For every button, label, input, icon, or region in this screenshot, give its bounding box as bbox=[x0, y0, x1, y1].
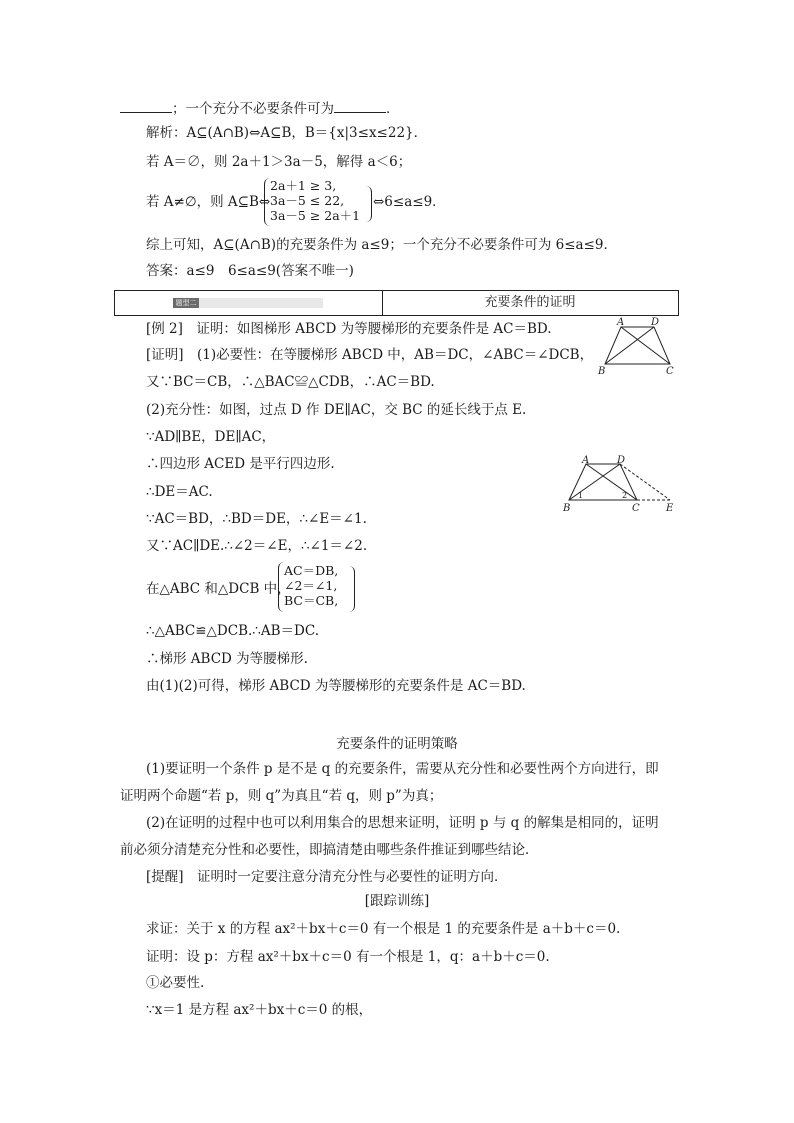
fill-line: ；一个充分不必要条件可为 ． bbox=[120, 100, 400, 118]
right-bracket bbox=[365, 186, 372, 222]
strategy-p2-cont: 前必须分清楚充分性和必要性，即搞清楚由哪些条件推证到哪些结论． bbox=[120, 842, 539, 858]
figure1-label: C bbox=[666, 366, 674, 377]
triangle-compare-pre: 在△ABC 和△DCB 中， bbox=[146, 581, 291, 597]
right-bracket bbox=[348, 566, 355, 612]
figure2-label: C bbox=[632, 503, 640, 514]
strategy-p1-cont: 证明两个命题“若 p，则 q”为真且“若 q，则 p”为真； bbox=[120, 788, 443, 804]
figure2-label: B bbox=[563, 503, 571, 514]
proof-line: ∵AC＝BD，∴BD＝DE，∴∠E＝∠1. bbox=[146, 511, 367, 527]
proof-sufficiency: (2)充分性：如图，过点 D 作 DE∥AC，交 BC 的延长线于点 E. bbox=[146, 402, 527, 418]
question-text: ；一个充分不必要条件可为 bbox=[172, 101, 334, 117]
proof-line: ∴△ABC≌△DCB.∴AB＝DC. bbox=[146, 623, 320, 639]
tip-line: [提醒] 证明时一定要注意分清充分性与必要性的证明方向． bbox=[146, 869, 508, 885]
case-nonempty-post: ⇔6≤a≤9． bbox=[373, 194, 446, 210]
answer-blank-1 bbox=[120, 100, 172, 113]
angle-label: 2 bbox=[622, 491, 628, 500]
strategy-p1: (1)要证明一个条件 p 是不是 q 的充要条件，需要从充分性和必要性两个方向进行，即 bbox=[146, 761, 659, 777]
trapezoid-figure bbox=[596, 316, 676, 378]
training-question: 求证：关于 x 的方程 ax²＋bx＋c＝0 有一个根是 1 的充要条件是 a＋b＋c＝0. bbox=[146, 921, 621, 937]
strategy-p2: (2)在证明的过程中也可以利用集合的思想来证明，证明 p 与 q 的解集是相同的，证明 bbox=[146, 815, 659, 831]
proof-line: ∴梯形 ABCD 为等腰梯形. bbox=[146, 651, 308, 667]
section-title: 充要条件的证明 bbox=[484, 295, 576, 310]
proof-line: ∴DE＝AC. bbox=[146, 484, 213, 500]
section-header-table bbox=[114, 290, 679, 316]
parallelogram-figure bbox=[560, 455, 680, 517]
figure1-label: A bbox=[617, 317, 625, 328]
answer-line: 答案：a≤9 6≤a≤9(答案不唯一) bbox=[146, 263, 354, 279]
case-nonempty-pre: 若 A≠∅，则 A⊆B⇔ bbox=[146, 194, 271, 210]
figure1-label: B bbox=[598, 366, 606, 377]
proof-line: ∴四边形 ACED 是平行四边形. bbox=[146, 456, 335, 472]
angle-label: 1 bbox=[578, 491, 584, 500]
figure2-label: E bbox=[666, 503, 674, 514]
proof-line: 又∵AC∥DE.∴∠2＝∠E，∴∠1＝∠2. bbox=[146, 538, 368, 554]
training-proof: 证明：设 p：方程 ax²＋bx＋c＝0 有一个根是 1，q：a＋b＋c＝0. bbox=[146, 949, 550, 965]
training-title: [跟踪训练] bbox=[364, 893, 430, 909]
training-last: ∵x＝1 是方程 ax²＋bx＋c＝0 的根， bbox=[146, 1002, 373, 1018]
figure2-label: D bbox=[617, 455, 626, 466]
section-tag-bar bbox=[173, 298, 323, 308]
training-necessity: ①必要性. bbox=[146, 975, 205, 991]
analysis-line: 解析：A⊆(A∩B)⇔A⊆B，B＝{x|3≤x≤22}． bbox=[146, 125, 428, 141]
example-statement: [例 2] 证明：如图梯形 ABCD 为等腰梯形的充要条件是 AC＝BD. bbox=[146, 321, 552, 337]
proof-conclusion: 由(1)(2)可得，梯形 ABCD 为等腰梯形的充要条件是 AC＝BD. bbox=[146, 678, 526, 694]
figure2-label: A bbox=[582, 455, 590, 466]
proof-line: ∵AD∥BE，DE∥AC， bbox=[146, 429, 276, 445]
figure1-label: D bbox=[651, 317, 660, 328]
answer-blank-2 bbox=[334, 100, 386, 113]
condition-system: AC＝DB, ∠2＝∠1, BC＝CB, bbox=[284, 563, 339, 608]
case-empty-set: 若 A＝∅，则 2a＋1＞3a－5，解得 a＜6； bbox=[146, 154, 412, 170]
proof-line: 又∵BC＝CB，∴△BAC≌△CDB，∴AC＝BD. bbox=[146, 374, 435, 390]
strategy-title: 充要条件的证明策略 bbox=[336, 736, 458, 752]
section-tag: 题型二 bbox=[173, 298, 199, 308]
inequality-system: 2a＋1 ≥ 3, 3a－5 ≤ 22, 3a－5 ≥ 2a＋1 bbox=[270, 178, 361, 223]
proof-necessity: [证明] (1)必要性：在等腰梯形 ABCD 中，AB＝DC，∠ABC＝∠DCB， bbox=[146, 347, 594, 363]
summary-line: 综上可知，A⊆(A∩B)的充要条件为 a≤9；一个充分不必要条件可为 6≤a≤9． bbox=[146, 237, 617, 253]
